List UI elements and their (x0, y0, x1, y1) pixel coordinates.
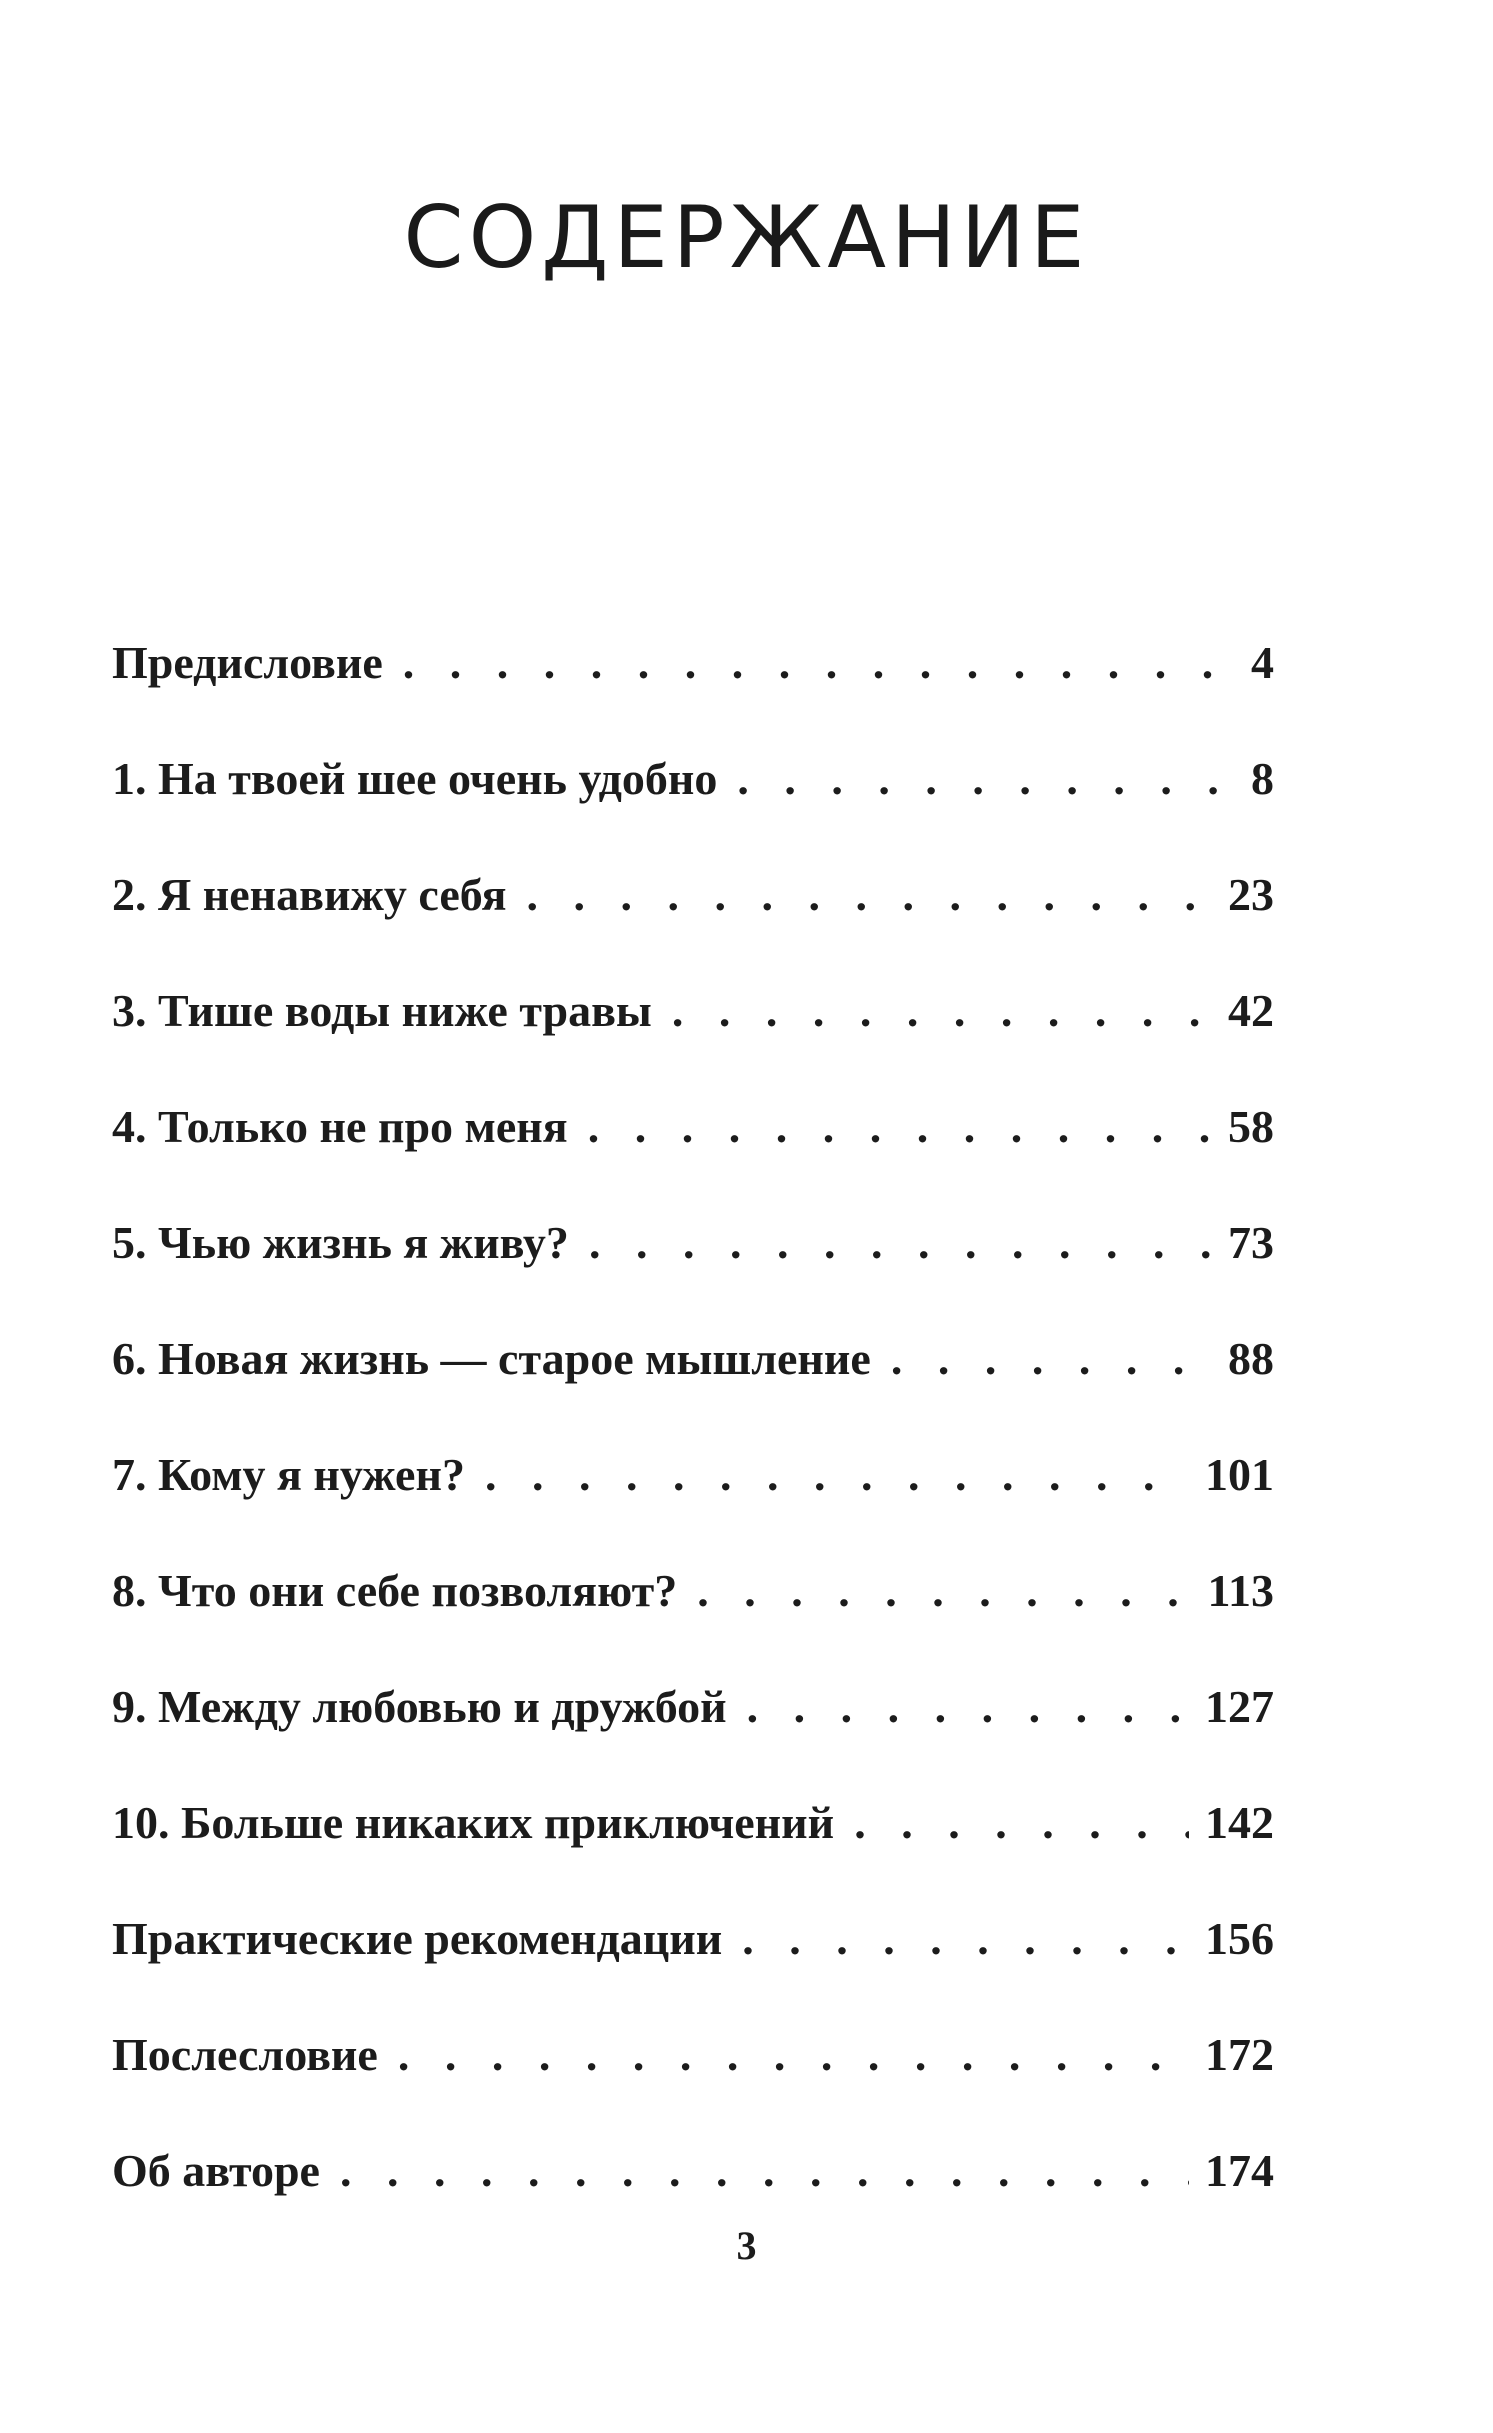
toc-entry-page: 42 (1228, 985, 1274, 1036)
toc-entry-title: 8. Что они себе позволяют? (112, 1565, 678, 1616)
toc-entry-title: 3. Тише воды ниже травы (112, 985, 652, 1036)
toc-entry-page: 172 (1205, 2029, 1274, 2080)
toc-entry-page: 73 (1228, 1217, 1274, 1268)
toc-entry (112, 1896, 1274, 2012)
toc-entry (112, 620, 1274, 736)
toc-entry-page: 101 (1205, 1449, 1274, 1500)
toc-entry-page: 113 (1207, 1565, 1274, 1616)
dot-leader (747, 1664, 1189, 1750)
toc-entry (112, 1084, 1274, 1200)
dot-leader (742, 1896, 1189, 1982)
dot-leader (526, 852, 1212, 938)
toc-entry (112, 1316, 1274, 1432)
toc-entry-title: 7. Кому я нужен? (112, 1449, 465, 1500)
dot-leader (737, 736, 1228, 822)
dot-leader (589, 1200, 1212, 1286)
page-title: СОДЕРЖАНИЕ (403, 188, 1090, 288)
toc-entry-page: 174 (1205, 2145, 1274, 2196)
dot-leader (697, 1548, 1191, 1634)
toc-entry-title: 1. На твоей шее очень удобно (112, 753, 718, 804)
toc-entry-page: 23 (1228, 869, 1274, 920)
toc-entry (112, 2012, 1274, 2128)
dot-leader (485, 1432, 1189, 1518)
toc-entry-title: 6. Новая жизнь — старое мышление (112, 1333, 871, 1384)
toc-entry-title: Послесловие (112, 2029, 378, 2080)
toc-entry-page: 142 (1205, 1797, 1274, 1848)
toc-entry-title: 4. Только не про меня (112, 1101, 568, 1152)
toc-entry-title: Об авторе (112, 2145, 320, 2196)
toc-entry (112, 1548, 1274, 1664)
toc-entry-page: 127 (1205, 1681, 1274, 1732)
toc-entry-page: 156 (1205, 1913, 1274, 1964)
dot-leader (398, 2012, 1189, 2098)
toc-entry-title: 5. Чью жизнь я живу? (112, 1217, 569, 1268)
page-number: 3 (736, 2223, 757, 2268)
toc-entry-title: 2. Я ненавижу себя (112, 869, 507, 920)
dot-leader (854, 1780, 1189, 1866)
toc-entry-title: 10. Больше никаких приключений (112, 1797, 835, 1848)
toc-entry (112, 1432, 1274, 1548)
toc-entry-title: Практические рекомендации (112, 1913, 723, 1964)
toc-entry-page: 88 (1228, 1333, 1274, 1384)
toc-entry (112, 1780, 1274, 1896)
toc-entry (112, 968, 1274, 1084)
toc-entry-page: 58 (1228, 1101, 1274, 1152)
dot-leader (588, 1084, 1212, 1170)
toc-entry-title: Предисловие (112, 637, 383, 688)
dot-leader (340, 2128, 1189, 2214)
toc-entry (112, 852, 1274, 968)
dot-leader (891, 1316, 1212, 1402)
table-of-contents (112, 620, 1274, 2244)
toc-entry (112, 1200, 1274, 1316)
toc-entry-title: 9. Между любовью и дружбой (112, 1681, 727, 1732)
toc-entry (112, 736, 1274, 852)
dot-leader (672, 968, 1212, 1054)
dot-leader (403, 620, 1228, 706)
toc-entry-page: 4 (1251, 637, 1274, 688)
toc-entry (112, 1664, 1274, 1780)
toc-entry-page: 8 (1251, 753, 1274, 804)
